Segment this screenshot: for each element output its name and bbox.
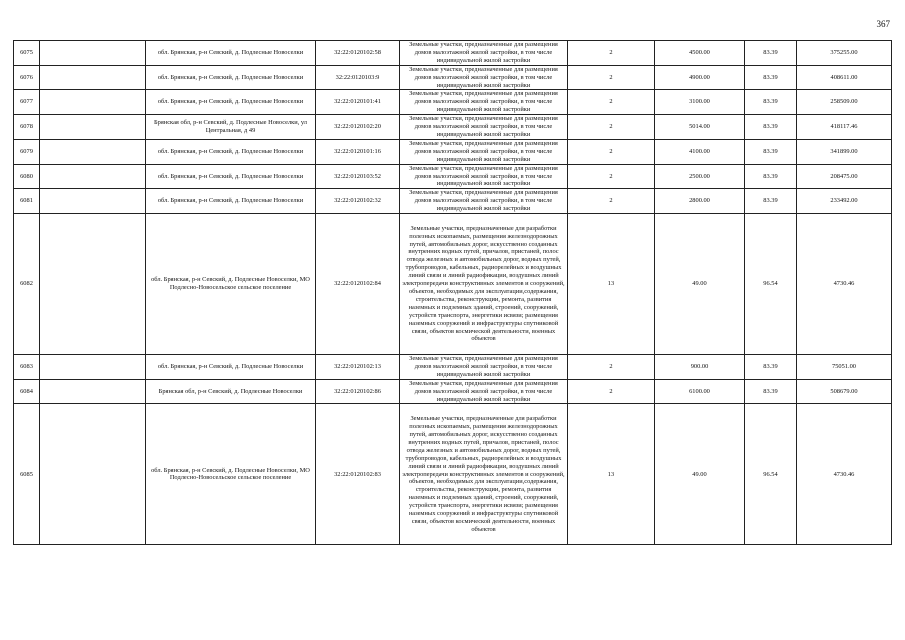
cadastral-number-cell: 32:22:0120102:86 xyxy=(316,379,400,404)
address-cell: обл. Брянская, р-н Севский, д. Подлесные Новоселки xyxy=(146,90,316,115)
area-cell: 49.00 xyxy=(655,404,745,545)
cadastral-number-cell: 32:22:0120102:13 xyxy=(316,355,400,380)
address-cell: обл. Брянская, р-н Севский, д. Подлесные Новоселки xyxy=(146,139,316,164)
cadastral-value-cell: 75051.00 xyxy=(797,355,892,380)
rate-cell: 83.39 xyxy=(745,355,797,380)
cadastral-value-cell: 4730.46 xyxy=(797,404,892,545)
row-number-cell: 6078 xyxy=(14,115,40,140)
row-number-cell: 6079 xyxy=(14,139,40,164)
land-registry-table xyxy=(13,40,892,545)
cadastral-number-cell: 32:22:0120101:41 xyxy=(316,90,400,115)
cadastral-number-cell: 32:22:0120103:52 xyxy=(316,164,400,189)
table-row xyxy=(14,214,892,355)
cadastral-value-cell: 341899.00 xyxy=(797,139,892,164)
land-purpose-cell: Земельные участки, предназначенные для разработки полезных ископаемых, размещения железнодорожных путей, автомобильных дорог, искусственно созданных внутренних водных путей, причалов, пристаней, полос отвода железных и автомобильных дорог, водных путей, трубопроводов, кабельных, радиорелейных и воздушных линий связи и линий радиофикации, воздушных линий электропередачи конструктивных элементов и сооружений, объектов, необходимых для эксплуатации,содержания, строительства, реконструкции, ремонта, развития наземных и подземных зданий, строений, сооружений, устройств транспорта, энергетики исвязи; размещения наземных сооружений и инфраструктуры спутниковой связи, объектов космической деятельности, военных объектов xyxy=(400,214,568,355)
row-number-cell: 6075 xyxy=(14,41,40,66)
table-row xyxy=(14,189,892,214)
row-number-cell: 6084 xyxy=(14,379,40,404)
address-cell: обл. Брянская, р-н Севский, д. Подлесные Новоселки xyxy=(146,164,316,189)
area-cell: 900.00 xyxy=(655,355,745,380)
cadastral-number-cell: 32:22:0120102:20 xyxy=(316,115,400,140)
rate-cell: 83.39 xyxy=(745,41,797,66)
page-number: 367 xyxy=(876,19,890,29)
empty-cell xyxy=(40,214,146,355)
group-cell: 2 xyxy=(568,379,655,404)
row-number-cell: 6082 xyxy=(14,214,40,355)
area-cell: 5014.00 xyxy=(655,115,745,140)
table-row xyxy=(14,355,892,380)
address-cell: обл. Брянская, р-н Севский, д. Подлесные Новоселки, МО Подлесно-Новосельское сельское поселение xyxy=(146,404,316,545)
address-cell: обл. Брянская, р-н Севский, д. Подлесные Новоселки xyxy=(146,65,316,90)
cadastral-value-cell: 4730.46 xyxy=(797,214,892,355)
address-cell: Брянская обл, р-н Севский, д. Подлесные Новоселки, ул Центральная, д 49 xyxy=(146,115,316,140)
address-cell: обл. Брянская, р-н Севский, д. Подлесные Новоселки xyxy=(146,189,316,214)
row-number-cell: 6081 xyxy=(14,189,40,214)
cadastral-value-cell: 375255.00 xyxy=(797,41,892,66)
area-cell: 4500.00 xyxy=(655,41,745,66)
table-row xyxy=(14,90,892,115)
table-row xyxy=(14,115,892,140)
rate-cell: 96.54 xyxy=(745,214,797,355)
empty-cell xyxy=(40,355,146,380)
table-row xyxy=(14,65,892,90)
cadastral-number-cell: 32:22:0120103:9 xyxy=(316,65,400,90)
row-number-cell: 6085 xyxy=(14,404,40,545)
table-row xyxy=(14,41,892,66)
row-number-cell: 6076 xyxy=(14,65,40,90)
empty-cell xyxy=(40,139,146,164)
cadastral-value-cell: 233492.00 xyxy=(797,189,892,214)
empty-cell xyxy=(40,164,146,189)
group-cell: 2 xyxy=(568,115,655,140)
address-cell: обл. Брянская, р-н Севский, д. Подлесные Новоселки xyxy=(146,41,316,66)
empty-cell xyxy=(40,379,146,404)
cadastral-number-cell: 32:22:0120102:58 xyxy=(316,41,400,66)
cadastral-value-cell: 208475.00 xyxy=(797,164,892,189)
rate-cell: 83.39 xyxy=(745,65,797,90)
land-purpose-cell: Земельные участки, предназначенные для размещения домов малоэтажной жилой застройки, в том числе индивидуальной жилой застройки xyxy=(400,355,568,380)
land-purpose-cell: Земельные участки, предназначенные для размещения домов малоэтажной жилой застройки, в том числе индивидуальной жилой застройки xyxy=(400,379,568,404)
group-cell: 2 xyxy=(568,139,655,164)
empty-cell xyxy=(40,41,146,66)
rate-cell: 83.39 xyxy=(745,189,797,214)
table-row xyxy=(14,164,892,189)
empty-cell xyxy=(40,189,146,214)
rate-cell: 83.39 xyxy=(745,90,797,115)
group-cell: 2 xyxy=(568,355,655,380)
area-cell: 49.00 xyxy=(655,214,745,355)
row-number-cell: 6080 xyxy=(14,164,40,189)
empty-cell xyxy=(40,404,146,545)
area-cell: 4100.00 xyxy=(655,139,745,164)
area-cell: 2800.00 xyxy=(655,189,745,214)
land-purpose-cell: Земельные участки, предназначенные для размещения домов малоэтажной жилой застройки, в том числе индивидуальной жилой застройки xyxy=(400,189,568,214)
empty-cell xyxy=(40,115,146,140)
cadastral-value-cell: 418117.46 xyxy=(797,115,892,140)
land-purpose-cell: Земельные участки, предназначенные для размещения домов малоэтажной жилой застройки, в том числе индивидуальной жилой застройки xyxy=(400,41,568,66)
empty-cell xyxy=(40,65,146,90)
address-cell: обл. Брянская, р-н Севский, д. Подлесные Новоселки xyxy=(146,355,316,380)
cadastral-number-cell: 32:22:0120102:32 xyxy=(316,189,400,214)
cadastral-value-cell: 508679.00 xyxy=(797,379,892,404)
rate-cell: 83.39 xyxy=(745,115,797,140)
row-number-cell: 6077 xyxy=(14,90,40,115)
table-row xyxy=(14,139,892,164)
group-cell: 2 xyxy=(568,65,655,90)
area-cell: 2500.00 xyxy=(655,164,745,189)
group-cell: 2 xyxy=(568,90,655,115)
land-purpose-cell: Земельные участки, предназначенные для размещения домов малоэтажной жилой застройки, в том числе индивидуальной жилой застройки xyxy=(400,164,568,189)
land-purpose-cell: Земельные участки, предназначенные для размещения домов малоэтажной жилой застройки, в том числе индивидуальной жилой застройки xyxy=(400,139,568,164)
group-cell: 2 xyxy=(568,164,655,189)
cadastral-number-cell: 32:22:0120101:16 xyxy=(316,139,400,164)
cadastral-number-cell: 32:22:0120102:83 xyxy=(316,404,400,545)
land-purpose-cell: Земельные участки, предназначенные для разработки полезных ископаемых, размещения железнодорожных путей, автомобильных дорог, искусственно созданных внутренних водных путей, причалов, пристаней, полос отвода железных и автомобильных дорог, водных путей, трубопроводов, кабельных, радиорелейных и воздушных линий связи и линий радиофикации, воздушных линий электропередачи конструктивных элементов и сооружений, объектов, необходимых для эксплуатации,содержания, строительства, реконструкции, ремонта, развития наземных и подземных зданий, строений, сооружений, устройств транспорта, энергетики исвязи; размещения наземных сооружений и инфраструктуры спутниковой связи, объектов космической деятельности, военных объектов xyxy=(400,404,568,545)
row-number-cell: 6083 xyxy=(14,355,40,380)
table-row xyxy=(14,379,892,404)
cadastral-value-cell: 408611.00 xyxy=(797,65,892,90)
table-row xyxy=(14,404,892,545)
group-cell: 2 xyxy=(568,41,655,66)
address-cell: обл. Брянская, р-н Севский, д. Подлесные Новоселки, МО Подлесно-Новосельское сельское поселение xyxy=(146,214,316,355)
group-cell: 13 xyxy=(568,214,655,355)
rate-cell: 83.39 xyxy=(745,379,797,404)
empty-cell xyxy=(40,90,146,115)
address-cell: Брянская обл, р-н Севский, д. Подлесные Новоселки xyxy=(146,379,316,404)
area-cell: 3100.00 xyxy=(655,90,745,115)
group-cell: 2 xyxy=(568,189,655,214)
area-cell: 6100.00 xyxy=(655,379,745,404)
group-cell: 13 xyxy=(568,404,655,545)
cadastral-value-cell: 258509.00 xyxy=(797,90,892,115)
rate-cell: 83.39 xyxy=(745,164,797,189)
land-purpose-cell: Земельные участки, предназначенные для размещения домов малоэтажной жилой застройки, в том числе индивидуальной жилой застройки xyxy=(400,65,568,90)
rate-cell: 83.39 xyxy=(745,139,797,164)
land-purpose-cell: Земельные участки, предназначенные для размещения домов малоэтажной жилой застройки, в том числе индивидуальной жилой застройки xyxy=(400,90,568,115)
area-cell: 4900.00 xyxy=(655,65,745,90)
cadastral-number-cell: 32:22:0120102:84 xyxy=(316,214,400,355)
rate-cell: 96.54 xyxy=(745,404,797,545)
land-purpose-cell: Земельные участки, предназначенные для размещения домов малоэтажной жилой застройки, в том числе индивидуальной жилой застройки xyxy=(400,115,568,140)
